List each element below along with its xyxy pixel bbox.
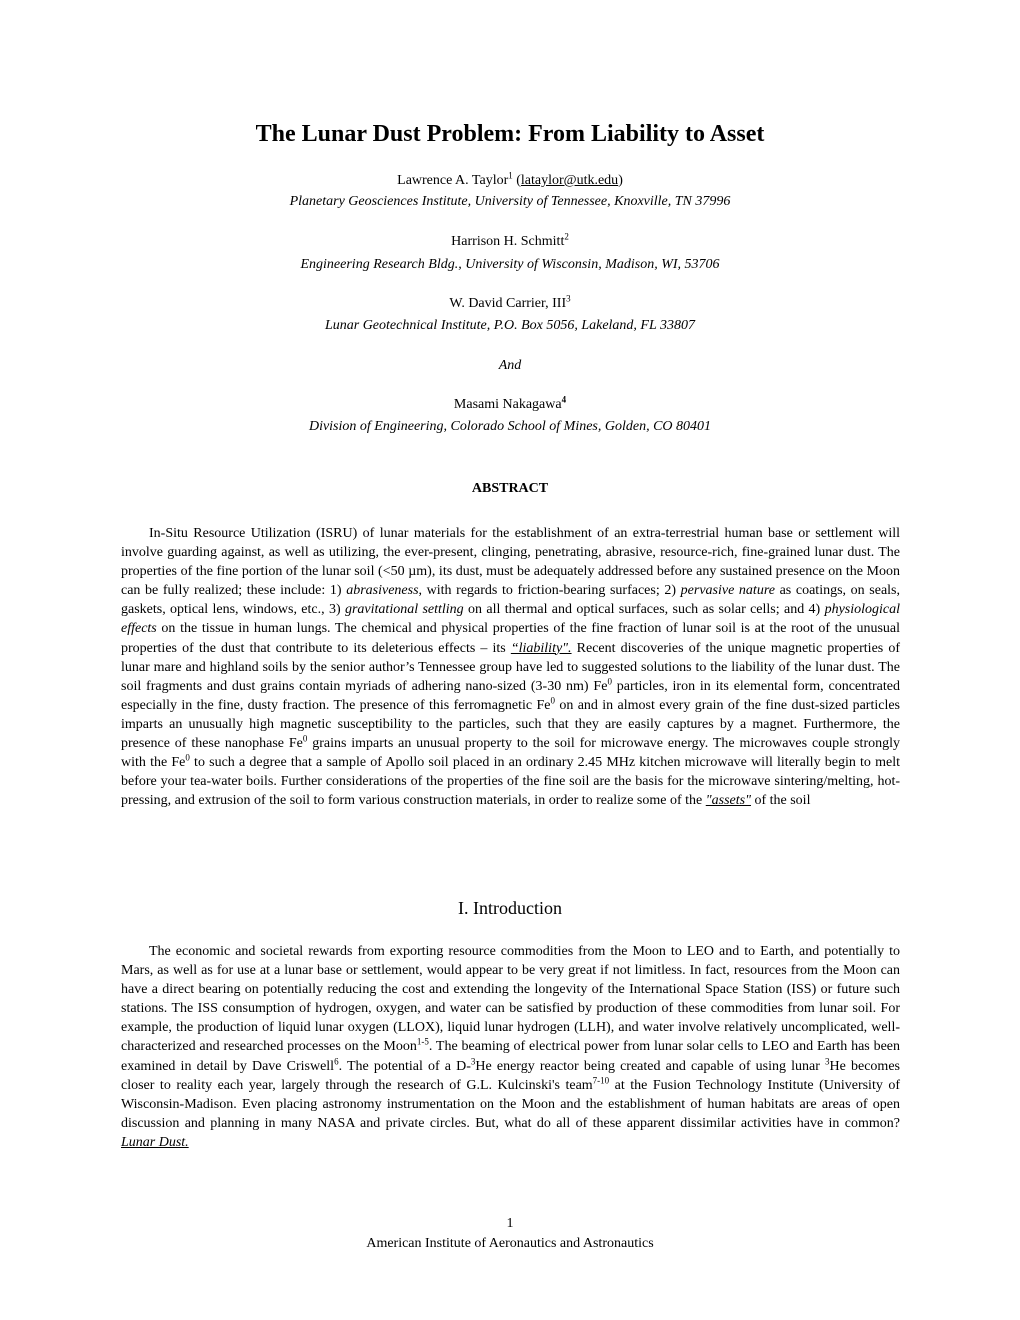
author-2 bbox=[0, 233, 1020, 251]
abstract-body bbox=[121, 524, 900, 810]
author-2-sup: 2 bbox=[564, 231, 569, 242]
intro-text: . The potential of a D- bbox=[338, 1058, 471, 1074]
superscript: 0 bbox=[550, 695, 555, 706]
superscript: 0 bbox=[185, 752, 190, 763]
abstract-text: grains imparts an unusual property to the soil for microwave energy. The microwaves couple strongly with the Fe bbox=[121, 736, 900, 771]
abstract-text: on and in almost every grain of the fine dust-sized particles imparts an unusually high magnetic susceptibility to the particles, such that they are easily captures by a magnet. Furthermore, the presence of these nanophase Fe bbox=[121, 697, 900, 752]
isotope-superscript: 3 bbox=[470, 1055, 476, 1066]
abstract-text: particles, iron in its elemental form, concentrated especially in the fine, dusty fraction. The presence of this ferromagnetic Fe bbox=[121, 678, 900, 713]
email-close: ) bbox=[618, 173, 623, 188]
introduction-body bbox=[121, 942, 900, 1152]
author-2-affiliation: Engineering Research Bldg., University of Wisconsin, Madison, WI, 53706 bbox=[300, 257, 720, 272]
superscript: 0 bbox=[302, 733, 308, 744]
abstract-emphasis: gravitational settling bbox=[344, 602, 464, 618]
intro-text: . The beaming of electrical power from lunar solar cells to LEO and Earth has been examined in detail by Dave Criswell bbox=[121, 1039, 901, 1074]
lunar-dust-emphasis: Lunar Dust. bbox=[121, 1134, 189, 1150]
abstract-text: on all thermal and optical surfaces, such as solar cells; and 4) bbox=[463, 602, 825, 618]
author-4-affiliation: Division of Engineering, Colorado School of Mines, Golden, CO 80401 bbox=[308, 419, 712, 434]
author-4-name: Masami Nakagawa bbox=[453, 397, 562, 412]
intro-text: He energy reactor being created and capable of using lunar bbox=[475, 1058, 826, 1074]
author-3-sup: 3 bbox=[566, 293, 571, 304]
intro-text: The economic and societal rewards from exporting resource commodities from the Moon to LEO and to Earth, and potentially to Mars, as well as for use at a lunar base or settlement, would appear to be very great if not limitless. In fact, resources from the Moon can have a direct bearing on potentially reducing the cost and extending the longevity of the International Space Station (ISS) or future such stations. The ISS consumption of hydrogen, oxygen, and water can be satisfied by production of these commodities from lunar soil. For example, the production of liquid lunar oxygen (LLOX), liquid lunar hydrogen (LLH), and water involve relatively uncomplicated, well-characterized and researched processes on the Moon bbox=[121, 944, 900, 1055]
abstract-text: as coatings, on seals, gaskets, optical lens, windows, etc., 3) bbox=[121, 583, 901, 618]
isotope-superscript: 3 bbox=[825, 1055, 830, 1066]
author-1-affiliation: Planetary Geosciences Institute, University of Tennessee, Knoxville, TN 37996 bbox=[289, 194, 731, 209]
abstract-emphasis: physiological effects bbox=[121, 602, 900, 637]
abstract-emphasis: pervasive nature bbox=[680, 583, 775, 599]
citation-superscript: 1-5 bbox=[416, 1036, 429, 1047]
abstract-text: on the tissue in human lungs. The chemical and physical properties of the fine fraction of lunar soil is at the root of the unusual properties of the dust that contribute to its deleterious effects – its bbox=[121, 621, 900, 656]
author-4-sup: 4 bbox=[561, 394, 567, 405]
author-3-name: W. David Carrier, III bbox=[449, 296, 567, 311]
and-separator: And bbox=[498, 358, 522, 373]
author-1-email-link[interactable]: lataylor@utk.edu bbox=[520, 173, 619, 188]
author-1-name: Lawrence A. Taylor bbox=[397, 173, 509, 188]
abstract-text: In-Situ Resource Utilization (ISRU) of lunar materials for the establishment of an extra-terrestrial human base or settlement will involve guarding against, as well as utilizing, the ever-present, clinging, penetrating, abrasive, resource-rich, fine-grained lunar dust. The properties of the fine portion of the lunar soil (<50 µm), its dust, must be adequately addressed before any sustained presence on the Moon can be fully realized; these include: 1) bbox=[121, 526, 900, 599]
abstract-liability-emphasis: “liability". bbox=[510, 640, 572, 656]
email-open: ( bbox=[512, 173, 521, 188]
author-1-sup: 1 bbox=[508, 170, 513, 181]
author-1 bbox=[0, 172, 1020, 190]
citation-superscript: 6 bbox=[334, 1055, 339, 1066]
abstract-assets-emphasis: "assets" bbox=[705, 793, 751, 809]
abstract-text: Recent discoveries of the unique magnetic properties of lunar mare and highland soils by the senior author’s Tennessee group have led to suggested solutions to the liability of the lunar dust. The soil fragments and dust grains contain myriads of adhering nano-sized (3-30 nm) Fe bbox=[121, 640, 900, 694]
superscript: 0 bbox=[607, 676, 612, 687]
citation-superscript: 7-10 bbox=[592, 1075, 610, 1085]
abstract-heading: ABSTRACT bbox=[471, 481, 549, 496]
footer-organization: American Institute of Aeronautics and Astronautics bbox=[366, 1236, 654, 1251]
author-3 bbox=[0, 295, 1020, 313]
author-3-affiliation: Lunar Geotechnical Institute, P.O. Box 5056, Lakeland, FL 33807 bbox=[324, 318, 696, 333]
paper-title: The Lunar Dust Problem: From Liability to Asset bbox=[255, 121, 765, 147]
section-heading-introduction: I. Introduction bbox=[458, 898, 562, 918]
abstract-text: of the soil bbox=[750, 793, 811, 809]
abstract-text: to such a degree that a sample of Apollo soil placed in an ordinary 2.45 MHz kitchen microwave will literally begin to melt before your tea-water boils. Further considerations of the properties of the fine soil are the basis for the microwave sintering/melting, hot-pressing, and extrusion of the soil to form various construction materials, in order to realize some of the bbox=[121, 755, 900, 809]
abstract-text: , with regards to friction-bearing surfaces; 2) bbox=[418, 583, 681, 599]
intro-text: at the Fusion Technology Institute (University of Wisconsin-Madison. Even placing astronomy instrumentation on the Moon and the establishment of human habitats are areas of open discussion and planning in many NASA and private circles. But, what do all of these apparent dissimilar activities have in common? bbox=[121, 1077, 900, 1131]
intro-text: He becomes closer to reality each year, largely through the research of G.L. Kulcinski's team bbox=[121, 1058, 900, 1093]
page-number: 1 bbox=[506, 1216, 514, 1231]
abstract-emphasis: abrasiveness bbox=[346, 583, 419, 599]
author-4 bbox=[0, 396, 1020, 414]
author-2-name: Harrison H. Schmitt bbox=[451, 234, 565, 249]
